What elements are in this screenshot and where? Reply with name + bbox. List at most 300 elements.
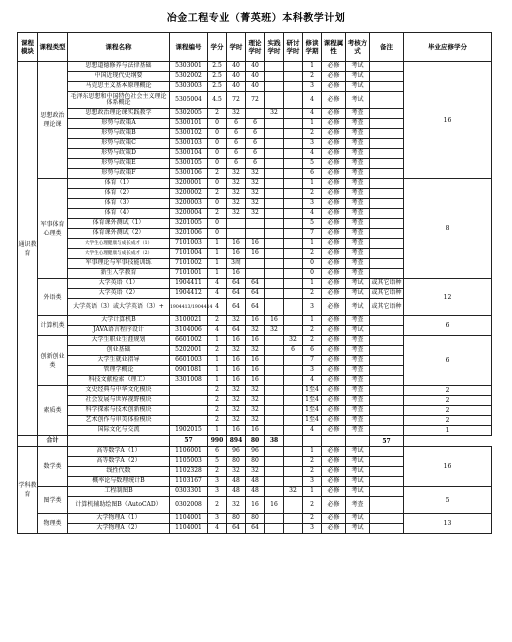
min-credit-cell: 6 — [404, 336, 492, 386]
cell-seminar — [284, 356, 303, 366]
cell-semester: 2 — [303, 457, 322, 467]
cell-name: 大学计算机B — [68, 316, 170, 326]
cell-theory: 16 — [246, 376, 265, 386]
cell-credit: 2 — [208, 467, 227, 477]
cell-code — [68, 436, 170, 447]
cell-name: 体育（4） — [68, 209, 170, 219]
cell-practice — [265, 259, 284, 269]
cell-theory: 32 — [246, 326, 265, 336]
cell-practice — [265, 209, 284, 219]
cell-practice — [265, 92, 284, 109]
cell-code: 3200003 — [170, 199, 208, 209]
cell-code: 0303301 — [170, 487, 208, 497]
type-cell: 军事体育心理类 — [38, 179, 68, 279]
cell-credit: 1 — [208, 239, 227, 249]
cell-attr: 必修 — [322, 356, 346, 366]
cell-attr: 必修 — [322, 457, 346, 467]
cell-exam: 考查 — [346, 169, 370, 179]
cell-semester: 2 — [303, 336, 322, 346]
type-cell-empty — [18, 436, 38, 447]
cell-code: 5300101 — [170, 119, 208, 129]
cell-credit: 0 — [208, 199, 227, 209]
cell-remark — [370, 406, 404, 416]
cell-attr: 必修 — [322, 179, 346, 189]
cell-name: 形势与政策D — [68, 149, 170, 159]
cell-hours: 3周 — [227, 259, 246, 269]
cell-code: 3200001 — [170, 179, 208, 189]
cell-credit: 3 — [208, 514, 227, 524]
cell-practice — [265, 467, 284, 477]
cell-attr: 必修 — [322, 289, 346, 299]
cell-remark — [370, 366, 404, 376]
cell-exam: 考查 — [346, 269, 370, 279]
cell-hours: 64 — [227, 279, 246, 289]
cell-code: 5300106 — [170, 169, 208, 179]
cell-exam: 考查 — [346, 259, 370, 269]
cell-remark — [370, 229, 404, 239]
cell-remark — [370, 199, 404, 209]
cell-attr: 必修 — [322, 326, 346, 336]
cell-hours: 32 — [227, 189, 246, 199]
table-row — [18, 279, 492, 289]
min-credit-cell: 2 — [404, 406, 492, 416]
min-credit-cell: 1 — [404, 426, 492, 436]
cell-credit: 1 — [208, 426, 227, 436]
cell-practice — [265, 457, 284, 467]
cell-hours: 80 — [227, 457, 246, 467]
cell-theory: 40 — [246, 62, 265, 72]
cell-credit: 2 — [208, 406, 227, 416]
cell-semester: 4 — [303, 209, 322, 219]
min-credit-cell: 2 — [404, 386, 492, 396]
cell-hours: 6 — [227, 149, 246, 159]
cell-name: 管理学概论 — [68, 366, 170, 376]
cell-practice — [265, 336, 284, 346]
cell-hours: 6 — [227, 159, 246, 169]
cell-attr: 必修 — [322, 477, 346, 487]
cell-semester: 0 — [303, 259, 322, 269]
cell-remark — [370, 109, 404, 119]
cell-hours: 16 — [227, 239, 246, 249]
cell-practice — [265, 406, 284, 416]
cell-exam: 考查 — [346, 316, 370, 326]
cell-practice — [265, 426, 284, 436]
cell-code: 1102328 — [170, 467, 208, 477]
cell-exam: 考查 — [346, 149, 370, 159]
cell-practice — [265, 149, 284, 159]
cell-attr: 必修 — [322, 269, 346, 279]
cell-semester: 1至4 — [303, 416, 322, 426]
cell-credit: 2 — [208, 497, 227, 514]
cell-attr: 必修 — [322, 406, 346, 416]
cell-remark — [370, 316, 404, 326]
module-cell: 学科教育 — [18, 447, 38, 534]
cell-theory: 32 — [246, 416, 265, 426]
table-row — [18, 336, 492, 346]
cell-attr: 必修 — [322, 426, 346, 436]
cell-practice — [265, 376, 284, 386]
cell-theory: 32 — [246, 396, 265, 406]
min-credit-cell: 13 — [404, 514, 492, 534]
cell-attr: 必修 — [322, 249, 346, 259]
cell-exam: 考查 — [346, 129, 370, 139]
cell-theory: 32 — [246, 179, 265, 189]
cell-attr: 必修 — [322, 514, 346, 524]
cell-seminar — [284, 299, 303, 316]
cell-seminar — [284, 514, 303, 524]
cell-attr: 必修 — [322, 416, 346, 426]
cell-credit: 2 — [208, 109, 227, 119]
cell-theory — [246, 269, 265, 279]
header-semester: 修读学期 — [303, 33, 322, 62]
cell-credit: 4.5 — [208, 92, 227, 109]
cell-exam: 考查 — [346, 179, 370, 189]
cell-code: 6601003 — [170, 356, 208, 366]
cell-practice — [265, 366, 284, 376]
cell-attr: 必修 — [322, 259, 346, 269]
cell-exam: 考查 — [346, 159, 370, 169]
cell-practice — [265, 396, 284, 406]
cell-name: 大学英语（1） — [68, 279, 170, 289]
cell-exam: 考试 — [346, 457, 370, 467]
cell-attr: 必修 — [322, 239, 346, 249]
cell-practice — [265, 249, 284, 259]
cell-semester: 5 — [303, 219, 322, 229]
table-row — [18, 316, 492, 326]
cell-name: 形势与政策C — [68, 139, 170, 149]
cell-code: 5300105 — [170, 159, 208, 169]
cell-theory: 16 — [246, 316, 265, 326]
cell-seminar: 38 — [265, 436, 284, 447]
cell-exam: 考查 — [346, 189, 370, 199]
cell-code — [170, 386, 208, 396]
cell-name: 形势与政策E — [68, 159, 170, 169]
table-row — [18, 487, 492, 497]
cell-attr: 必修 — [322, 467, 346, 477]
cell-remark: 或其它语种 — [370, 289, 404, 299]
cell-seminar — [284, 119, 303, 129]
cell-practice: 16 — [265, 316, 284, 326]
cell-remark — [370, 376, 404, 386]
cell-seminar — [284, 457, 303, 467]
cell-seminar — [284, 279, 303, 289]
cell-theory: 16 — [246, 249, 265, 259]
cell-seminar — [284, 386, 303, 396]
cell-hours: 16 — [227, 376, 246, 386]
cell-attr: 必修 — [322, 62, 346, 72]
cell-exam: 考查 — [346, 199, 370, 209]
cell-exam: 考查 — [346, 229, 370, 239]
cell-practice — [265, 229, 284, 239]
cell-code: 1904411 — [170, 279, 208, 289]
cell-seminar — [284, 406, 303, 416]
cell-credit: 0 — [208, 229, 227, 239]
table-row — [18, 406, 492, 416]
cell-seminar — [284, 209, 303, 219]
cell-credit: 0 — [208, 219, 227, 229]
cell-credit: 3 — [208, 477, 227, 487]
cell-hours — [227, 219, 246, 229]
cell-theory: 6 — [246, 129, 265, 139]
cell-name: 体育（1） — [68, 179, 170, 189]
cell-exam: 考试 — [346, 477, 370, 487]
cell-remark — [370, 219, 404, 229]
cell-code — [170, 416, 208, 426]
cell-credit: 2.5 — [208, 62, 227, 72]
cell-theory: 64 — [246, 279, 265, 289]
cell-semester: 2 — [303, 467, 322, 477]
cell-exam: 考查 — [346, 396, 370, 406]
min-credit-cell: 2 — [404, 416, 492, 426]
cell-hours: 16 — [227, 336, 246, 346]
module-cell: 通识教育 — [18, 62, 38, 436]
cell-attr: 必修 — [322, 336, 346, 346]
cell-semester: 4 — [303, 109, 322, 119]
cell-seminar — [284, 416, 303, 426]
cell-name: 高等数学A（1） — [68, 447, 170, 457]
cell-code: 1105003 — [170, 457, 208, 467]
cell-code: 5302005 — [170, 109, 208, 119]
cell-practice — [265, 139, 284, 149]
cell-remark — [370, 149, 404, 159]
cell-remark — [370, 169, 404, 179]
cell-credit: 1 — [208, 269, 227, 279]
cell-exam: 考查 — [346, 386, 370, 396]
cell-exam: 考试 — [346, 447, 370, 457]
cell-semester: 1 — [303, 62, 322, 72]
cell-code: 3200004 — [170, 209, 208, 219]
cell-semester: 1 — [303, 487, 322, 497]
cell-semester: 2 — [303, 189, 322, 199]
cell-attr: 必修 — [322, 209, 346, 219]
cell-theory: 32 — [246, 169, 265, 179]
header-hours: 学时 — [227, 33, 246, 62]
cell-code — [170, 406, 208, 416]
cell-credit: 3 — [208, 487, 227, 497]
cell-attr: 必修 — [322, 279, 346, 289]
cell-exam: 考查 — [346, 249, 370, 259]
cell-theory: 6 — [246, 119, 265, 129]
cell-remark — [370, 487, 404, 497]
cell-credit: 4 — [208, 299, 227, 316]
cell-name: 中国近现代史纲要 — [68, 72, 170, 82]
header-module: 课程模块 — [18, 33, 38, 62]
cell-credit: 1 — [208, 356, 227, 366]
cell-exam: 考试 — [346, 82, 370, 92]
cell-semester: 6 — [303, 346, 322, 356]
cell-attr: 必修 — [322, 316, 346, 326]
cell-semester: 2 — [303, 72, 322, 82]
cell-remark: 或其它语种 — [370, 279, 404, 289]
cell-attr: 必修 — [322, 524, 346, 534]
cell-name: 高等数学A（2） — [68, 457, 170, 467]
cell-exam: 考查 — [346, 346, 370, 356]
cell-attr: 必修 — [322, 447, 346, 457]
cell-name: 计算机辅助绘图B（AutoCAD） — [68, 497, 170, 514]
cell-remark — [370, 209, 404, 219]
cell-practice — [265, 159, 284, 169]
cell-code: 6601002 — [170, 336, 208, 346]
cell-credit: 2 — [208, 416, 227, 426]
cell-code: 5305004 — [170, 92, 208, 109]
cell-remark — [370, 139, 404, 149]
cell-name: 体育（3） — [68, 199, 170, 209]
cell-name: JAVA语言程序设计 — [68, 326, 170, 336]
header-type: 课程类型 — [38, 33, 68, 62]
cell-hours: 16 — [227, 249, 246, 259]
cell-code: 1104001 — [170, 524, 208, 534]
cell-hours: 96 — [227, 447, 246, 457]
cell-name: 国际文化与交流 — [68, 426, 170, 436]
cell-practice — [265, 62, 284, 72]
cell-exam: 考查 — [346, 336, 370, 346]
cell-hours: 32 — [227, 406, 246, 416]
cell-attr: 必修 — [322, 82, 346, 92]
cell-credit: 1 — [208, 249, 227, 259]
cell-practice — [265, 487, 284, 497]
cell-credit: 2 — [208, 209, 227, 219]
cell-theory: 32 — [246, 199, 265, 209]
cell-theory: 6 — [246, 149, 265, 159]
cell-remark — [370, 467, 404, 477]
cell-attr: 必修 — [322, 139, 346, 149]
cell-hours: 16 — [227, 426, 246, 436]
min-credit-cell: 2 — [404, 396, 492, 406]
cell-exam: 考查 — [346, 426, 370, 436]
cell-attr: 必修 — [322, 189, 346, 199]
cell-semester: 1至4 — [303, 386, 322, 396]
cell-hours: 32 — [227, 396, 246, 406]
cell-hours: 72 — [227, 92, 246, 109]
cell-name: 形势与政策A — [68, 119, 170, 129]
cell-code: 7101001 — [170, 269, 208, 279]
cell-seminar — [284, 159, 303, 169]
cell-code: 1904413/1904414 — [170, 299, 208, 316]
cell-theory: 96 — [246, 447, 265, 457]
cell-remark — [370, 497, 404, 514]
cell-remark — [346, 436, 370, 447]
table-row — [18, 386, 492, 396]
cell-seminar — [284, 249, 303, 259]
cell-theory: 32 — [246, 346, 265, 356]
cell-remark — [370, 416, 404, 426]
cell-practice — [265, 416, 284, 426]
cell-code: 5303003 — [170, 82, 208, 92]
cell-name: 思想政治理论课实践教学 — [68, 109, 170, 119]
cell-remark — [370, 346, 404, 356]
cell-semester: 2 — [303, 129, 322, 139]
cell-seminar — [284, 149, 303, 159]
cell-seminar — [284, 289, 303, 299]
cell-semester: 1 — [303, 279, 322, 289]
cell-remark — [370, 477, 404, 487]
cell-credit: 0 — [208, 139, 227, 149]
type-cell: 素质类 — [38, 386, 68, 436]
cell-credit: 2 — [208, 346, 227, 356]
cell-hours: 32 — [227, 386, 246, 396]
min-credit-cell: 5 — [404, 487, 492, 514]
cell-remark — [370, 239, 404, 249]
cell-remark — [370, 82, 404, 92]
cell-theory: 6 — [246, 139, 265, 149]
curriculum-table — [17, 32, 492, 534]
cell-name: 大学物理A（1） — [68, 514, 170, 524]
header-theory: 理论学时 — [246, 33, 265, 62]
cell-theory — [246, 109, 265, 119]
cell-name: 大学英语（3）或大学英语（3）+ — [68, 299, 170, 316]
header-seminar: 研讨学时 — [284, 33, 303, 62]
type-cell: 图学类 — [38, 487, 68, 514]
cell-practice: 32 — [265, 109, 284, 119]
cell-practice — [265, 346, 284, 356]
cell-credit: 1 — [208, 259, 227, 269]
cell-attr: 必修 — [322, 149, 346, 159]
cell-name: 社会发展与世界视野模块 — [68, 396, 170, 406]
cell-remark — [370, 447, 404, 457]
cell-attr: 必修 — [322, 219, 346, 229]
min-credit-cell: 8 — [404, 179, 492, 279]
cell-attr: 必修 — [322, 72, 346, 82]
cell-code: 1103167 — [170, 477, 208, 487]
cell-name: 马克思主义基本原理概论 — [68, 82, 170, 92]
cell-credit: 57 — [170, 436, 208, 447]
cell-practice — [265, 289, 284, 299]
cell-exam: 考查 — [346, 139, 370, 149]
cell-name: 毛泽东思想和中国特色社会主义理论体系概论 — [68, 92, 170, 109]
cell-theory: 16 — [246, 497, 265, 514]
cell-exam: 考试 — [346, 514, 370, 524]
cell-theory: 32 — [246, 406, 265, 416]
cell-attr: 必修 — [322, 299, 346, 316]
cell-practice — [265, 129, 284, 139]
page-title: 冶金工程专业（菁英班）本科教学计划 — [166, 13, 346, 24]
header-code: 课程编号 — [170, 33, 208, 62]
cell-practice: 32 — [265, 326, 284, 336]
cell-theory: 80 — [246, 457, 265, 467]
cell-exam: 考查 — [346, 239, 370, 249]
cell-theory: 64 — [246, 524, 265, 534]
cell-attr: 必修 — [322, 386, 346, 396]
cell-semester: 0 — [303, 269, 322, 279]
cell-name: 大学物理A（2） — [68, 524, 170, 534]
cell-semester: 1至4 — [303, 396, 322, 406]
cell-seminar — [284, 524, 303, 534]
cell-code: 5300103 — [170, 139, 208, 149]
cell-seminar — [284, 169, 303, 179]
cell-attr: 必修 — [322, 129, 346, 139]
cell-semester: 2 — [303, 497, 322, 514]
cell-exam: 考查 — [346, 209, 370, 219]
cell-attr: 必修 — [322, 109, 346, 119]
min-credit-cell: 12 — [404, 279, 492, 316]
cell-practice — [265, 82, 284, 92]
cell-seminar — [284, 82, 303, 92]
cell-hours — [227, 229, 246, 239]
cell-credit: 4 — [208, 279, 227, 289]
cell-seminar — [284, 259, 303, 269]
cell-hours: 32 — [227, 467, 246, 477]
cell-credit: 2.5 — [208, 82, 227, 92]
cell-exam: 考查 — [346, 356, 370, 366]
cell-remark — [370, 249, 404, 259]
cell-name: 艺术创作与审美体验模块 — [68, 416, 170, 426]
cell-seminar — [284, 376, 303, 386]
cell-exam: 考试 — [346, 289, 370, 299]
cell-name: 思想道德修养与法律基础 — [68, 62, 170, 72]
cell-hours: 6 — [227, 129, 246, 139]
min-credit-cell: 16 — [404, 447, 492, 487]
cell-hours: 32 — [227, 497, 246, 514]
